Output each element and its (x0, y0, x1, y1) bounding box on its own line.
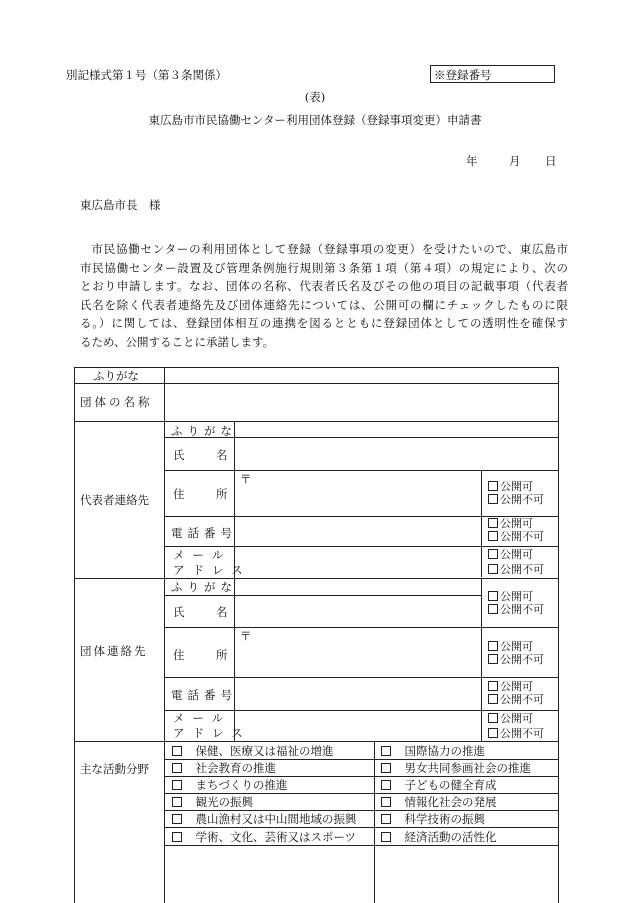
furigana-label: ふりがな (93, 369, 139, 383)
table-row-line (74, 741, 559, 742)
checkbox-icon (488, 549, 498, 559)
group-name-publish-options (488, 590, 544, 616)
activity-row-line (164, 845, 559, 846)
activity-option[interactable] (381, 794, 497, 810)
activity-option-label: 経済活動の活性化 (404, 830, 497, 844)
intro-line: 市民協働センターの利用団体として登録（登録事項の変更）を受けたいので、東広島市 (91, 242, 568, 256)
intro-paragraph (80, 240, 568, 352)
publish-ng-label: 公開不可 (500, 603, 544, 616)
group-phone-input[interactable] (235, 678, 481, 710)
checkbox-icon (381, 763, 391, 773)
activity-fields-label: 主な活動分野 (80, 762, 149, 776)
checkbox-icon (381, 832, 391, 842)
group-address-label-b: 所 (216, 648, 228, 662)
publish-ok-label: 公開可 (500, 517, 533, 530)
activity-option[interactable] (381, 829, 497, 845)
group-furigana-label: ふりがな (171, 580, 237, 594)
activity-option[interactable] (172, 760, 276, 776)
publish-ok-label: 公開可 (500, 640, 533, 653)
form-number: 別記様式第１号（第３条関係） (66, 68, 227, 82)
checkbox-icon (488, 531, 498, 541)
activity-option-label: 子どもの健全育成 (404, 778, 497, 792)
publish-col-divider (481, 470, 482, 577)
publish-ng-label: 公開不可 (500, 653, 544, 666)
rep-email-publish-options (488, 547, 544, 577)
activity-option-label: 学術、文化、芸術又はスポーツ (195, 830, 357, 844)
intro-line: とおり申請します。なお、団体の名称、代表者氏名及びその他の項目の記載事項（代表者 (80, 279, 568, 294)
group-postal-mark: 〒 (240, 629, 252, 643)
page-title: 東広島市市民協働センター利用団体登録（登録事項変更）申請書 (148, 113, 482, 127)
rep-address-publish-options (488, 480, 544, 506)
group-name-label-b: 名 (216, 605, 228, 619)
group-name-label-a: 氏 (173, 605, 185, 619)
rep-name-label-a: 氏 (173, 448, 185, 462)
group-name-input[interactable] (165, 384, 558, 421)
publish-ng-label: 公開不可 (500, 693, 544, 706)
rep-contact-label: 代表者連絡先 (80, 493, 149, 507)
rep-email-input[interactable] (235, 547, 481, 578)
publish-ok-label: 公開可 (500, 680, 533, 693)
checkbox-icon (488, 481, 498, 491)
email-label-line2: アドレス (173, 563, 251, 577)
checkbox-icon (381, 797, 391, 807)
activity-option[interactable] (381, 777, 497, 793)
activity-option-label: 国際協力の推進 (404, 744, 485, 758)
group-phone-label: 電話番号 (171, 688, 237, 702)
group-furigana-input[interactable] (235, 579, 481, 595)
checkbox-icon (488, 728, 498, 738)
activity-option-label: 保健、医療又は福祉の増進 (195, 744, 334, 758)
rep-address-input[interactable] (235, 471, 481, 516)
activity-option-label: 社会教育の推進 (195, 761, 276, 775)
furigana-input[interactable] (165, 368, 558, 383)
activity-option[interactable] (172, 777, 287, 793)
group-email-input[interactable] (235, 711, 481, 741)
checkbox-icon (488, 713, 498, 723)
front-side-mark: (表) (304, 90, 326, 104)
activity-col-divider (374, 741, 375, 903)
rep-address-publish-ng[interactable] (488, 493, 544, 506)
activity-option[interactable] (381, 811, 485, 827)
activity-row-line (164, 827, 559, 828)
rep-address-publish-ok[interactable] (488, 480, 544, 493)
group-phone-publish-ng[interactable] (488, 693, 544, 706)
group-address-label-a: 住 (173, 648, 185, 662)
rep-name-label-b: 名 (216, 448, 228, 462)
group-email-publish-options (488, 711, 544, 741)
rep-phone-publish-ng[interactable] (488, 530, 544, 543)
rep-postal-mark: 〒 (240, 472, 252, 486)
checkbox-icon (172, 797, 182, 807)
group-address-publish-ng[interactable] (488, 653, 544, 666)
checkbox-icon (488, 681, 498, 691)
publish-ok-label: 公開可 (500, 480, 533, 493)
checkbox-icon (488, 694, 498, 704)
activity-option[interactable] (172, 794, 253, 810)
group-name-label: 団体の名称 (80, 395, 153, 409)
registration-number-field[interactable] (430, 65, 555, 83)
publish-ng-label: 公開不可 (500, 530, 544, 543)
checkbox-icon (488, 518, 498, 528)
publish-col-divider (481, 579, 482, 741)
registration-number-label: ※登録番号 (434, 68, 492, 82)
publish-ng-label: 公開不可 (500, 727, 544, 740)
checkbox-icon (172, 780, 182, 790)
email-label-line2: アドレス (173, 726, 251, 740)
activity-option-label: 男女共同参画社会の推進 (404, 761, 531, 775)
date-year: 年 (466, 154, 478, 168)
table-col-divider (164, 367, 165, 903)
publish-ok-label: 公開可 (500, 548, 533, 561)
activity-option-label: 情報化社会の発展 (404, 795, 497, 809)
checkbox-icon (488, 641, 498, 651)
publish-ng-label: 公開不可 (500, 493, 544, 506)
activity-option-label: 科学技術の振興 (404, 812, 485, 826)
checkbox-icon (488, 654, 498, 664)
checkbox-icon (381, 746, 391, 756)
group-address-input[interactable] (235, 628, 481, 677)
group-name-publish-ok[interactable] (488, 590, 544, 603)
activity-option[interactable] (381, 760, 531, 776)
intro-line: 市民協働センター設置及び管理条例施行規則第３条第１項（第４項）の規定により、次の (80, 260, 568, 275)
activity-option[interactable] (172, 829, 356, 845)
checkbox-icon (381, 780, 391, 790)
rep-email-publish-ng[interactable] (488, 562, 544, 577)
group-address-publish-ok[interactable] (488, 640, 544, 653)
publish-ng-label: 公開不可 (500, 563, 544, 576)
checkbox-icon (172, 832, 182, 842)
table-border-left (74, 367, 75, 903)
group-phone-publish-options (488, 680, 544, 706)
publish-ok-label: 公開可 (500, 712, 533, 725)
activity-option[interactable] (172, 743, 334, 759)
rep-phone-label: 電話番号 (171, 526, 237, 540)
intro-line: る。）に関しては、登録団体相互の連携を図るとともに登録団体としての透明性を確保す (80, 316, 568, 331)
publish-ok-label: 公開可 (500, 590, 533, 603)
group-address-publish-options (488, 640, 544, 666)
date-month: 月 (509, 154, 521, 168)
table-border-right (558, 367, 559, 903)
checkbox-icon (172, 763, 182, 773)
checkbox-icon (488, 591, 498, 601)
rep-address-label-b: 所 (216, 487, 228, 501)
activity-option-label: まちづくりの推進 (195, 778, 288, 792)
checkbox-icon (488, 604, 498, 614)
rep-phone-publish-options (488, 517, 544, 543)
group-name-publish-ng[interactable] (488, 603, 544, 616)
checkbox-icon (381, 814, 391, 824)
rep-phone-publish-ok[interactable] (488, 517, 544, 530)
date-day: 日 (545, 154, 557, 168)
rep-name-input[interactable] (235, 438, 558, 470)
activity-option-label: 農山漁村又は中山間地域の振興 (195, 812, 357, 826)
checkbox-icon (488, 564, 498, 574)
group-email-publish-ok[interactable] (488, 711, 544, 726)
checkbox-icon (172, 814, 182, 824)
rep-furigana-label: ふりがな (171, 424, 237, 438)
email-label-line1: メール (173, 548, 232, 562)
activity-option[interactable] (381, 743, 485, 759)
rep-address-label-a: 住 (173, 487, 185, 501)
group-email-publish-ng[interactable] (488, 726, 544, 741)
activity-option-label: 観光の振興 (195, 795, 253, 809)
rep-email-publish-ok[interactable] (488, 547, 544, 562)
rep-phone-input[interactable] (235, 517, 481, 546)
group-name-contact-input[interactable] (235, 596, 481, 627)
checkbox-icon (488, 494, 498, 504)
intro-line: 氏名を除く代表者連絡先及び団体連絡先については、公開可の欄にチェックしたものに限 (80, 297, 568, 312)
rep-furigana-input[interactable] (235, 422, 558, 437)
intro-line: るため、公開することに承諾します。 (80, 334, 275, 349)
group-phone-publish-ok[interactable] (488, 680, 544, 693)
activity-option[interactable] (172, 811, 357, 827)
checkbox-icon (172, 746, 182, 756)
email-label-line1: メール (173, 711, 232, 725)
group-contact-label: 団体連絡先 (80, 644, 148, 658)
addressee: 東広島市長 様 (80, 198, 161, 212)
